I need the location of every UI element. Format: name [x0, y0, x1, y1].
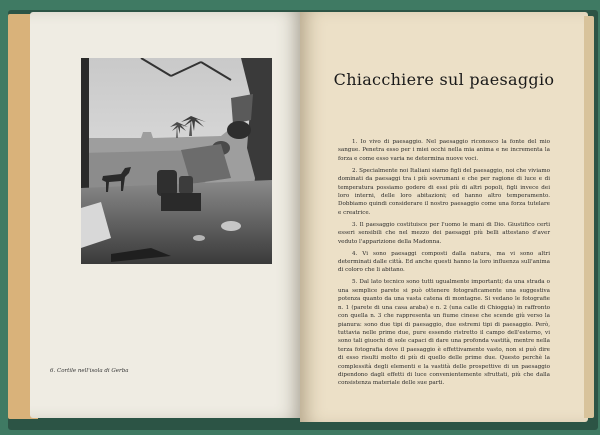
- paragraph: 2. Specialmente noi Italiani siamo figli del paesaggio, noi che viviamo dominati da paesaggi tra i più sovrumani e che per ragione di luce e di temperatura possiamo godere di essi più di altri popoli, figli invece dei loro interni, delle loro abitazioni; ed hanno altro temperamento. Dobbiamo quindi considerare il nostro paesaggio come una forza tutelare e creatrice.: [338, 167, 550, 216]
- chapter-body: [338, 138, 550, 391]
- courtyard-photograph: [81, 58, 272, 264]
- chapter-title: Chiacchiere sul paesaggio: [333, 70, 555, 89]
- photo-caption: 6. Cortile nell'isola di Gerba: [50, 368, 129, 374]
- paragraph: 4. Vi sono paesaggi composti dalla natura, ma vi sono altri determinati dalle città. Ed anche questi hanno la loro influenza sull'anima di coloro che li abitano.: [338, 250, 550, 274]
- paragraph: 1. Io vivo di paesaggio. Nel paesaggio riconosco la fonte del mio sangue. Penetra esso per i miei occhi nella mia anima e ne incrementa la forza e come esso varia ne determina nuove voci.: [338, 139, 550, 162]
- paragraph: 5. Dal lato tecnico sono tutti ugualmente importanti; da una strada o una semplice parete si può ottenere fotograficamente una suggestiva potenza quanto da una vasta catena di montagne. Si vedano le fotografie n. 1 (parete di una casa araba) e n. 2 (una calle di Chioggia) in raffronto con quella n. 3 che rappresenta un fiume cinese che scende giù verso la pianura: sono due tipi di paesaggio, due estremi tipi di paesaggio. Però, tuttavia nelle prime due, pure essendo ristretto il campo dell'esterno, vi sono tali giuochi di sole capaci di dare una profonda vastità, mentre nella terza fotografia dove il paesaggio è effettivamente vasto, non si può dire di esso risulti molto di più di quello delle prime due. Questo perchè la complessità degli elementi e la vastità delle prospettive di un paesaggio dipendono dagli effetti di luce convenientemente sfruttati, più che dalla consistenza materiale delle sue parti.: [338, 279, 550, 387]
- paragraph: 3. Il paesaggio costituisce per l'uomo le mani di Dio. Giustifico certi esseri sensibili che nel mezzo dei paesaggi più belli attestano d'aver veduto l'apparizione della Madonna.: [338, 221, 550, 245]
